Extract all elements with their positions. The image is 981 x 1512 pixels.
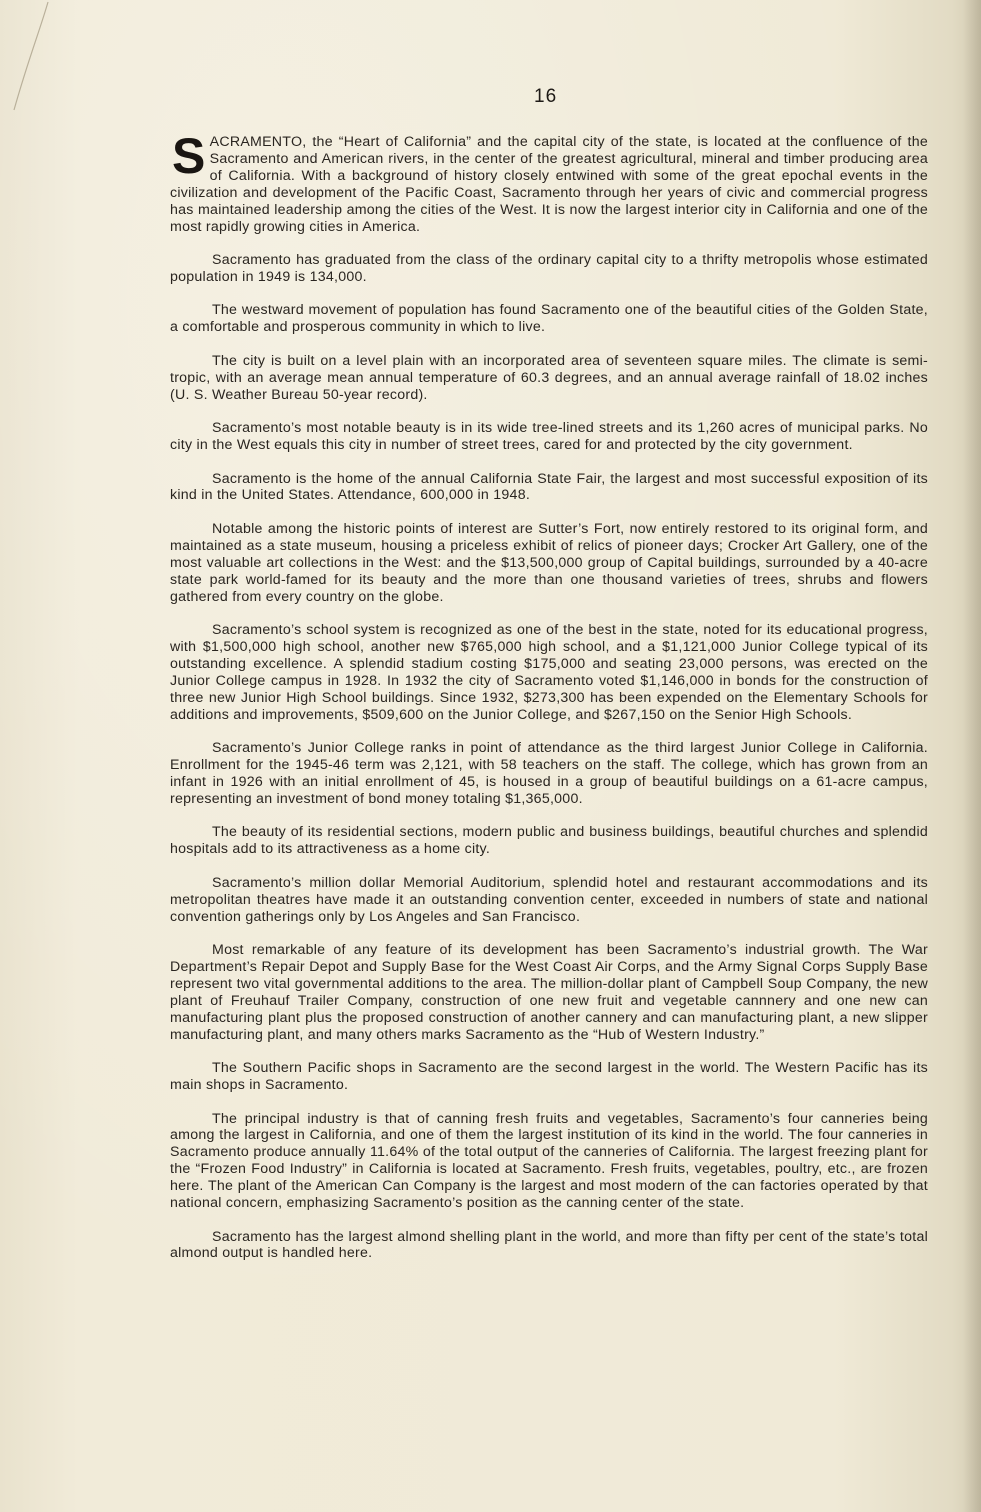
paragraph-westward-movement: The westward movement of population has found Sacramento one of the beautiful cities of the Golden State, a comfortable and prosperous community in which to live. [170,302,928,336]
paragraph-residential: The beauty of its residential sections, modern public and business buildings, beautiful churches and splendid hospitals add to its attractiveness as a home city. [170,824,928,858]
paper-crease-mark [0,0,60,120]
article-body [170,128,928,1279]
paragraph-industrial-growth: Most remarkable of any feature of its development has been Sacramento’s industrial growth. The War Department’s Repair Depot and Supply Base for the West Coast Air Corps, and the Army Signal Corps Supply Base represent two vital governmental additions to the area. The million-dollar plant of Campbell Soup Company, the new plant of Freuhauf Trailer Company, construction of one new fruit and vegetable cannnery and one new can manufacturing plant plus the proposed construction of another cannery and can manufacturing plant, a new slipper manufacturing plant, and many others marks Sacramento as the “Hub of Western Industry.” [170,942,928,1043]
paragraph-school-system: Sacramento’s school system is recognized as one of the best in the state, noted for its educational progress, with $1,500,000 high school, another new $765,000 high school, and a $1,121,000 Junior College typical of its outstanding excellence. A splendid stadium costing $175,000 and seating 23,000 persons, was erected on the Junior College campus in 1928. In 1932 the city of Sacramento voted $1,146,000 in bonds for the construction of three new Junior High School buildings. Since 1932, $273,300 has been expended on the Elementary Schools for additions and improvements, $509,600 on the Junior College, and $267,150 on the Senior High Schools. [170,622,928,723]
intro-paragraph [170,128,928,235]
paragraph-population: Sacramento has graduated from the class of the ordinary capital city to a thrifty metropolis whose estimated population in 1949 is 134,000. [170,252,928,285]
intro-text: ACRAMENTO, the “Heart of California” and the capital city of the state, is located at the confluence of the Sacramento and American rivers, in the center of the greatest agricultural, mineral and timber producing area of California. With a background of history closely entwined with some of the great epochal events in the civilization and development of the Pacific Coast, Sacramento through her years of civic and commercial progress has maintained leadership among the cities of the West. It is now the largest interior city in California and one of the most rapidly growing cities in America. [170,134,928,235]
page-number: 16 [534,86,558,107]
paragraph-almond-plant: Sacramento has the largest almond shelling plant in the world, and more than fifty per cent of the state’s total almond output is handled here. [170,1228,928,1262]
drop-cap-letter: S [172,128,206,184]
paragraph-canning-industry: The principal industry is that of canning fresh fruits and vegetables, Sacramento’s four canneries being among the largest in California, and one of them the largest institution of its kind in the world. The four canneries in Sacramento produce annually 11.64% of the total output of the canneries of California. The largest freezing plant for the “Frozen Food Industry” in California is located at Sacramento. Fresh fruits, vegetables, poultry, etc., are frozen here. The plant of the American Can Company is the largest and most modern of the can factories operated by that national concern, emphasizing Sacramento’s position as the canning center of the state. [170,1110,928,1212]
paragraph-state-fair: Sacramento is the home of the annual California State Fair, the largest and most successful exposition of its kind in the United States. Attendance, 600,000 in 1948. [170,470,928,504]
paragraph-parks: Sacramento’s most notable beauty is in its wide tree-lined streets and its 1,260 acres of municipal parks. No city in the West equals this city in number of street trees, cared for and protected by the city government. [170,420,928,454]
page-edge-shadow [963,0,981,1512]
paragraph-climate: The city is built on a level plain with an incorporated area of seventeen square miles. The climate is semi-tropic, with an average mean annual temperature of 60.3 degrees, and an annual average rainfall of 18.02 inches (U. S. Weather Bureau 50-year record). [170,352,928,403]
paragraph-junior-college: Sacramento’s Junior College ranks in point of attendance as the third largest Junior College in California. Enrollment for the 1945-46 term was 2,121, with 58 teachers on the staff. The college, which has grown from an infant in 1926 with an initial enrollment of 45, is housed in a group of beautiful buildings on a 61-acre campus, representing an investment of bond money totaling $1,365,000. [170,740,928,807]
paragraph-railroad-shops: The Southern Pacific shops in Sacramento are the second largest in the world. The Western Pacific has its main shops in Sacramento. [170,1060,928,1093]
paragraph-historic-points: Notable among the historic points of interest are Sutter’s Fort, now entirely restored to its original form, and maintained as a state museum, housing a priceless exhibit of relics of pioneer days; Crocker Art Gallery, one of the most valuable art collections in the West: and the $13,500,000 group of Capital buildings, surrounded by a 40-acre state park world-famed for its beauty and the more than one thousand varieties of trees, shrubs and flowers gathered from every country on the globe. [170,520,928,605]
paragraph-auditorium: Sacramento’s million dollar Memorial Auditorium, splendid hotel and restaurant accommodations and its metropolitan theatres have made it an outstanding convention center, exceeded in numbers of state and national convention gatherings only by Los Angeles and San Francisco. [170,874,928,925]
